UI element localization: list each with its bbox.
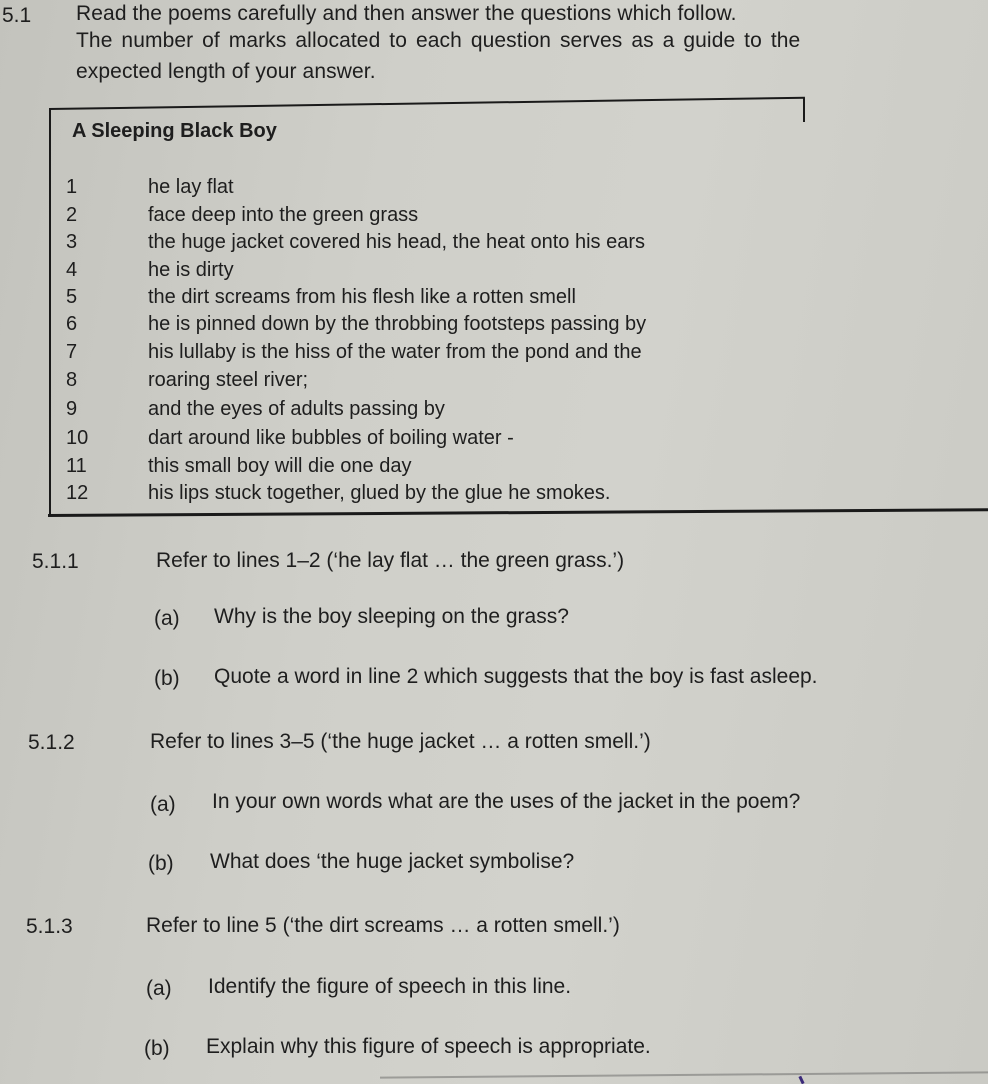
line-number: 7	[66, 341, 78, 363]
poem-line	[60, 204, 418, 227]
poem-line	[60, 259, 234, 282]
sub-question-text: Explain why this figure of speech is appropriate.	[206, 1035, 651, 1058]
question-number: 5.1.3	[26, 915, 73, 938]
sub-question-text: Identify the figure of speech in this line.	[208, 975, 572, 998]
line-number: 2	[66, 204, 78, 226]
poem-line	[60, 176, 234, 199]
line-text: and the eyes of adults passing by	[148, 398, 445, 420]
question-text: Refer to lines 3–5 (‘the huge jacket … a rotten smell.’)	[150, 730, 651, 753]
poem-line	[60, 369, 308, 392]
instruction-line-2: The number of marks allocated to each question serves as a guide to the	[76, 29, 801, 52]
sub-question-text: What does ‘the huge jacket symbolise?	[210, 850, 575, 873]
page-bottom-edge	[380, 1071, 988, 1078]
sub-question-text: Why is the boy sleeping on the grass?	[214, 605, 569, 628]
line-text: he is dirty	[148, 259, 234, 281]
sub-question-letter: (a)	[150, 793, 176, 816]
sub-question-text: Quote a word in line 2 which suggests that the boy is fast asleep.	[214, 665, 818, 688]
sub-question-letter: (b)	[154, 667, 180, 690]
poem-line	[60, 313, 646, 336]
line-number: 10	[66, 427, 89, 449]
question-number: 5.1.2	[28, 731, 75, 754]
line-number: 8	[66, 369, 78, 391]
line-number: 3	[66, 231, 78, 253]
poem-line	[60, 341, 642, 364]
question-text: Refer to lines 1–2 (‘he lay flat … the green grass.’)	[156, 549, 625, 572]
poem-box-left-border	[49, 108, 51, 516]
line-number: 1	[66, 176, 78, 198]
line-text: the huge jacket covered his head, the heat onto his ears	[148, 231, 646, 253]
line-text: he lay flat	[148, 176, 234, 198]
sub-question-letter: (b)	[148, 852, 174, 875]
poem-box-bottom-border	[48, 508, 988, 517]
pen-mark	[798, 1076, 804, 1084]
question-text: Refer to line 5 (‘the dirt screams … a rotten smell.’)	[146, 914, 620, 937]
poem-line	[60, 455, 411, 478]
poem-box-top-border	[49, 97, 805, 110]
instruction-line-3: expected length of your answer.	[76, 60, 376, 83]
line-text: this small boy will die one day	[148, 455, 412, 477]
line-text: he is pinned down by the throbbing footsteps passing by	[148, 313, 647, 335]
poem-title: A Sleeping Black Boy	[72, 120, 277, 142]
poem-line	[60, 286, 576, 309]
line-number: 9	[66, 398, 78, 420]
sub-question-text: In your own words what are the uses of the jacket in the poem?	[212, 790, 801, 813]
poem-line	[60, 231, 645, 254]
line-text: face deep into the green grass	[148, 204, 419, 226]
line-text: roaring steel river;	[148, 369, 309, 391]
instruction-line-1: Read the poems carefully and then answer the questions which follow.	[76, 2, 737, 25]
line-number: 12	[66, 482, 89, 504]
line-number: 6	[66, 313, 78, 335]
question-number: 5.1.1	[32, 550, 79, 573]
line-text: his lullaby is the hiss of the water from the pond and the	[148, 341, 642, 363]
sub-question-letter: (a)	[146, 977, 172, 1000]
poem-box-right-border	[803, 98, 805, 122]
sub-question-letter: (b)	[144, 1037, 170, 1060]
poem-line	[60, 427, 514, 450]
line-number: 5	[66, 286, 78, 308]
line-text: dart around like bubbles of boiling water -	[148, 427, 514, 449]
poem-line	[60, 398, 445, 421]
line-number: 11	[66, 455, 87, 477]
line-text: the dirt screams from his flesh like a rotten smell	[148, 286, 576, 308]
section-number: 5.1	[2, 4, 32, 27]
sub-question-letter: (a)	[154, 607, 180, 630]
line-text: his lips stuck together, glued by the glue he smokes.	[148, 482, 611, 504]
poem-line	[60, 482, 611, 505]
line-number: 4	[66, 259, 78, 281]
